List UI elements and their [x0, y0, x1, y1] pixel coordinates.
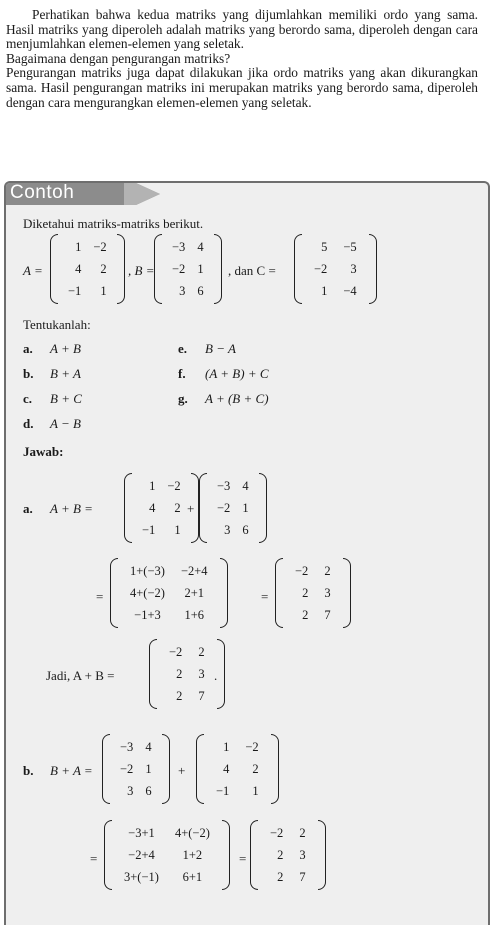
- item-expr: A − B: [50, 416, 81, 431]
- paren-right: [343, 558, 351, 628]
- solution-b-expression-matrix: [104, 820, 230, 890]
- intro-paragraph-3: Pengurangan matriks juga dapat dilakukan jika ordo matriks yang akan dikurangkan sama. Hasil pengurangan matriks ini merupakan matriks yang berordo sama, diperoleh dengan cara mengurangkan elemen-elemen yang seletak.: [6, 65, 478, 110]
- matrix-cell: 3: [324, 586, 331, 600]
- item-expr: B − A: [205, 341, 236, 356]
- matrix-cell: 2: [174, 501, 181, 515]
- solution-a-matrix-b: [199, 473, 267, 543]
- matrix-cell: −1: [68, 284, 82, 298]
- solution-a-lhs: A + B =: [50, 501, 93, 516]
- matrix-grid: [207, 473, 259, 543]
- matrix-cell: 1: [252, 784, 259, 798]
- paren-right: [217, 639, 225, 709]
- solution-a-result-matrix: [275, 558, 351, 628]
- paren-right: [259, 473, 267, 543]
- paren-right: [222, 820, 230, 890]
- matrix-a-grid: [58, 234, 117, 304]
- matrix-cell: 1: [149, 479, 156, 493]
- matrix-cell: −2: [169, 645, 183, 659]
- matrix-cell: 4: [145, 740, 152, 754]
- paren-right: [220, 558, 228, 628]
- matrix-cell: 3: [224, 523, 231, 537]
- label-a: A =: [23, 263, 43, 278]
- item-letter: g.: [178, 391, 188, 406]
- matrix-cell: −2: [245, 740, 259, 754]
- item-letter: c.: [23, 391, 33, 406]
- solution-a-expression-matrix: [110, 558, 228, 628]
- matrix-cell: 1: [174, 523, 181, 537]
- solution-b-letter: b.: [23, 763, 34, 778]
- item-expr: B + A: [50, 366, 81, 381]
- matrix-cell: 2: [100, 262, 107, 276]
- matrix-cell: 2: [324, 564, 331, 578]
- matrix-cell: 3: [127, 784, 134, 798]
- paren-left: [124, 473, 132, 543]
- paren-left: [294, 234, 302, 304]
- paren-left: [154, 234, 162, 304]
- matrix-cell: 1: [223, 740, 230, 754]
- matrix-grid: [157, 639, 217, 709]
- paren-left: [110, 558, 118, 628]
- matrix-cell: 2: [176, 689, 183, 703]
- matrix-cell: −2: [120, 762, 134, 776]
- matrix-cell: 2: [176, 667, 183, 681]
- equals-sign: =: [96, 589, 104, 604]
- matrix-cell: 1: [321, 284, 328, 298]
- equals-sign: =: [90, 851, 98, 866]
- matrix-cell: 4: [149, 501, 156, 515]
- matrix-cell: 7: [299, 870, 306, 884]
- matrix-cell: 2: [302, 608, 309, 622]
- item-letter: a.: [23, 341, 33, 356]
- matrix-grid: [110, 734, 162, 804]
- matrix-grid: [118, 558, 220, 628]
- intro-paragraph-1: Perhatikan bahwa kedua matriks yang dijumlahkan memiliki ordo yang sama. Hasil matriks yang diperoleh adalah matriks yang berordo sama, diperoleh dengan cara menjumlahkan elemen-elemen yang seletak.: [6, 7, 478, 52]
- matrix-cell: 2: [277, 870, 284, 884]
- matrix-cell: 1: [242, 501, 249, 515]
- paren-left: [199, 473, 207, 543]
- matrix-cell: 1: [75, 240, 82, 254]
- matrix-cell: 4: [75, 262, 82, 276]
- matrix-cell: −2: [295, 564, 309, 578]
- banner-label: Contoh: [10, 182, 75, 203]
- matrix-cell: −2+4: [180, 564, 208, 578]
- item-expr: B + C: [50, 391, 82, 406]
- equals-sign: =: [239, 851, 247, 866]
- matrix-cell: −1+3: [134, 608, 161, 622]
- matrix-cell: −1: [216, 784, 230, 798]
- matrix-cell: −2: [314, 262, 328, 276]
- matrix-cell: 2: [252, 762, 259, 776]
- matrix-cell: 1: [100, 284, 107, 298]
- matrix-cell: 3+(−1): [124, 870, 159, 884]
- matrix-cell: 2: [198, 645, 205, 659]
- matrix-cell: 4: [242, 479, 249, 493]
- item-letter: b.: [23, 366, 34, 381]
- matrix-cell: 6: [242, 523, 249, 537]
- matrix-cell: −3+1: [128, 826, 155, 840]
- matrix-cell: 3: [350, 262, 357, 276]
- matrix-cell: 6: [197, 284, 204, 298]
- example-box: [4, 181, 490, 925]
- paren-right: [117, 234, 125, 304]
- matrix-grid: [283, 558, 343, 628]
- task-text: Tentukanlah:: [23, 317, 91, 332]
- matrix-grid: [132, 473, 191, 543]
- matrix-cell: 4: [223, 762, 230, 776]
- period: .: [214, 668, 218, 683]
- matrix-cell: 7: [324, 608, 331, 622]
- matrix-cell: 3: [198, 667, 205, 681]
- paren-right: [214, 234, 222, 304]
- matrix-cell: −3: [217, 479, 231, 493]
- matrix-cell: 3: [179, 284, 186, 298]
- matrix-cell: 1: [145, 762, 152, 776]
- matrix-cell: −4: [343, 284, 357, 298]
- matrix-cell: 5: [321, 240, 328, 254]
- matrix-a: [50, 234, 125, 304]
- matrix-cell: −3: [120, 740, 134, 754]
- matrix-c: [294, 234, 377, 304]
- item-letter: d.: [23, 416, 34, 431]
- label-b: , B =: [128, 263, 155, 278]
- matrix-cell: −2: [93, 240, 107, 254]
- matrix-cell: 4: [197, 240, 204, 254]
- matrix-b-grid: [162, 234, 214, 304]
- matrix-grid: [112, 820, 222, 890]
- answer-heading: Jawab:: [23, 444, 64, 459]
- matrix-cell: −2: [270, 826, 284, 840]
- matrix-cell: 2: [299, 826, 306, 840]
- paren-right: [271, 734, 279, 804]
- matrix-cell: 1+6: [184, 608, 205, 622]
- paren-right: [318, 820, 326, 890]
- matrix-cell: 6: [145, 784, 152, 798]
- matrix-cell: −2: [217, 501, 231, 515]
- matrix-cell: 7: [198, 689, 205, 703]
- matrix-cell: 4+(−2): [130, 586, 165, 600]
- item-letter: f.: [178, 366, 186, 381]
- item-expr: (A + B) + C: [205, 366, 269, 381]
- matrix-c-grid: [302, 234, 369, 304]
- matrix-cell: 4+(−2): [174, 826, 210, 840]
- intro-paragraph-2: Bagaimana dengan pengurangan matriks?: [6, 50, 231, 66]
- item-expr: A + (B + C): [205, 391, 269, 406]
- matrix-b: [154, 234, 222, 304]
- solution-b-result-matrix: [250, 820, 326, 890]
- matrix-cell: −2: [167, 479, 181, 493]
- matrix-grid: [204, 734, 271, 804]
- paren-left: [50, 234, 58, 304]
- lead-text: Diketahui matriks-matriks berikut.: [23, 216, 204, 231]
- solution-b-matrix-b: [102, 734, 170, 804]
- matrix-cell: 6+1: [182, 870, 203, 884]
- paren-right: [162, 734, 170, 804]
- matrix-cell: −2: [172, 262, 186, 276]
- intro-text: [6, 8, 478, 110]
- paren-left: [275, 558, 283, 628]
- paren-left: [104, 820, 112, 890]
- paren-left: [250, 820, 258, 890]
- example-banner: [6, 183, 160, 205]
- matrix-cell: −5: [343, 240, 357, 254]
- plus-sign: +: [178, 763, 186, 778]
- matrix-cell: 2+1: [184, 586, 205, 600]
- matrix-grid: [258, 820, 318, 890]
- equals-sign: =: [261, 589, 269, 604]
- label-c: , dan C =: [228, 263, 276, 278]
- solution-b-matrix-a: [196, 734, 279, 804]
- paren-left: [102, 734, 110, 804]
- matrix-cell: −3: [172, 240, 186, 254]
- matrix-cell: 3: [299, 848, 306, 862]
- plus-sign: +: [187, 501, 195, 516]
- matrix-cell: 2: [302, 586, 309, 600]
- paren-left: [196, 734, 204, 804]
- paren-right: [369, 234, 377, 304]
- matrix-cell: 1+2: [182, 848, 203, 862]
- solution-b-lhs: B + A =: [50, 763, 93, 778]
- matrix-cell: −1: [142, 523, 156, 537]
- matrix-cell: −2+4: [128, 848, 155, 862]
- solution-a-letter: a.: [23, 501, 33, 516]
- item-expr: A + B: [50, 341, 81, 356]
- item-letter: e.: [178, 341, 188, 356]
- paren-left: [149, 639, 157, 709]
- matrix-cell: 1+(−3): [130, 564, 165, 578]
- jadi-text: Jadi, A + B =: [46, 668, 115, 683]
- matrix-cell: 1: [197, 262, 204, 276]
- matrix-cell: 2: [277, 848, 284, 862]
